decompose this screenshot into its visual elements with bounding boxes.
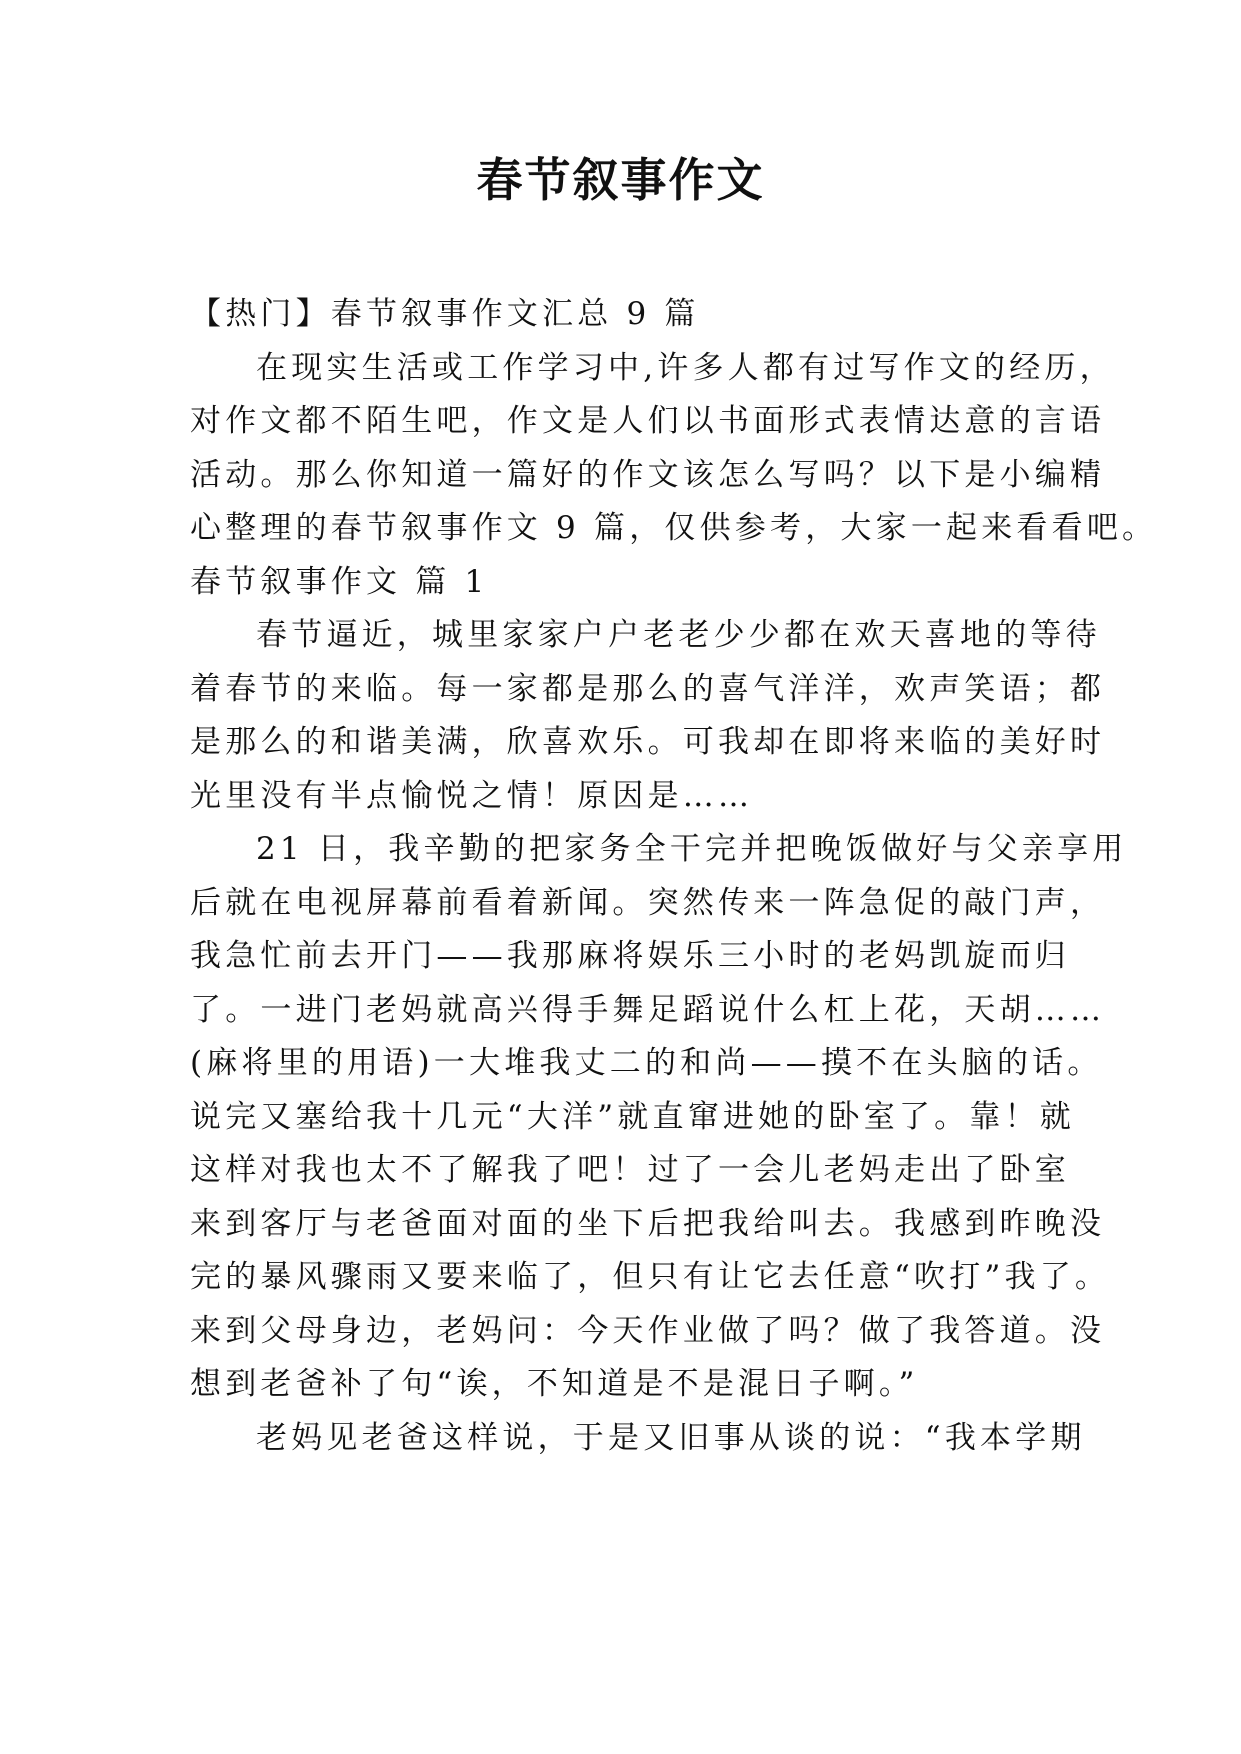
paragraph-line: 我急忙前去开门——我那麻将娱乐三小时的老妈凯旋而归	[190, 938, 1070, 974]
document-title: 春节叙事作文	[476, 153, 765, 207]
document-body	[190, 288, 1158, 1465]
paragraph-line: 活动。那么你知道一篇好的作文该怎么写吗？以下是小编精	[190, 456, 1106, 493]
paragraph-line: 说完又塞给我十几元“大洋”就直窜进她的卧室了。靠！就	[190, 1098, 1075, 1135]
paragraph-line: (麻将里的用语)一大堆我丈二的和尚——摸不在头脑的话。	[190, 1045, 1103, 1081]
paragraph-line: 这样对我也太不了解我了吧！过了一会儿老妈走出了卧室	[190, 1152, 1070, 1188]
paragraph-line: 了。一进门老妈就高兴得手舞足蹈说什么杠上花，天胡……	[190, 991, 1106, 1028]
paragraph-line: 来到客厅与老爸面对面的坐下后把我给叫去。我感到昨晚没	[190, 1205, 1106, 1242]
paragraph-line: 着春节的来临。每一家都是那么的喜气洋洋，欢声笑语；都	[190, 670, 1106, 707]
paragraph-line: 春节逼近，城里家家户户老老少少都在欢天喜地的等待	[256, 617, 1101, 653]
paragraph-line: 来到父母身边，老妈问：今天作业做了吗？做了我答道。没	[190, 1312, 1106, 1349]
paragraph-line: 完的暴风骤雨又要来临了，但只有让它去任意“吹打”我了。	[190, 1259, 1111, 1295]
subtitle-line: 【热门】春节叙事作文汇总 9 篇	[190, 296, 700, 332]
paragraph-line: 后就在电视屏幕前看着新闻。突然传来一阵急促的敲门声，	[190, 884, 1106, 921]
paragraph-line: 是那么的和谐美满，欣喜欢乐。可我却在即将来临的美好时	[190, 724, 1106, 760]
paragraph-line: 光里没有半点愉悦之情！原因是……	[190, 777, 754, 814]
section-heading: 春节叙事作文 篇 1	[190, 563, 489, 600]
paragraph-line: 对作文都不陌生吧，作文是人们以书面形式表情达意的言语	[190, 403, 1106, 439]
paragraph-line: 在现实生活或工作学习中,许多人都有过写作文的经历，	[256, 349, 1115, 386]
paragraph-line: 心整理的春节叙事作文 9 篇，仅供参考，大家一起来看看吧。	[190, 510, 1158, 546]
paragraph-line: 想到老爸补了句“诶，不知道是不是混日子啊。”	[190, 1366, 919, 1402]
paragraph-line: 21 日，我辛勤的把家务全干完并把晚饭做好与父亲享用	[256, 831, 1128, 867]
paragraph-line: 老妈见老爸这样说，于是又旧事从谈的说：“我本学期	[256, 1419, 1086, 1456]
